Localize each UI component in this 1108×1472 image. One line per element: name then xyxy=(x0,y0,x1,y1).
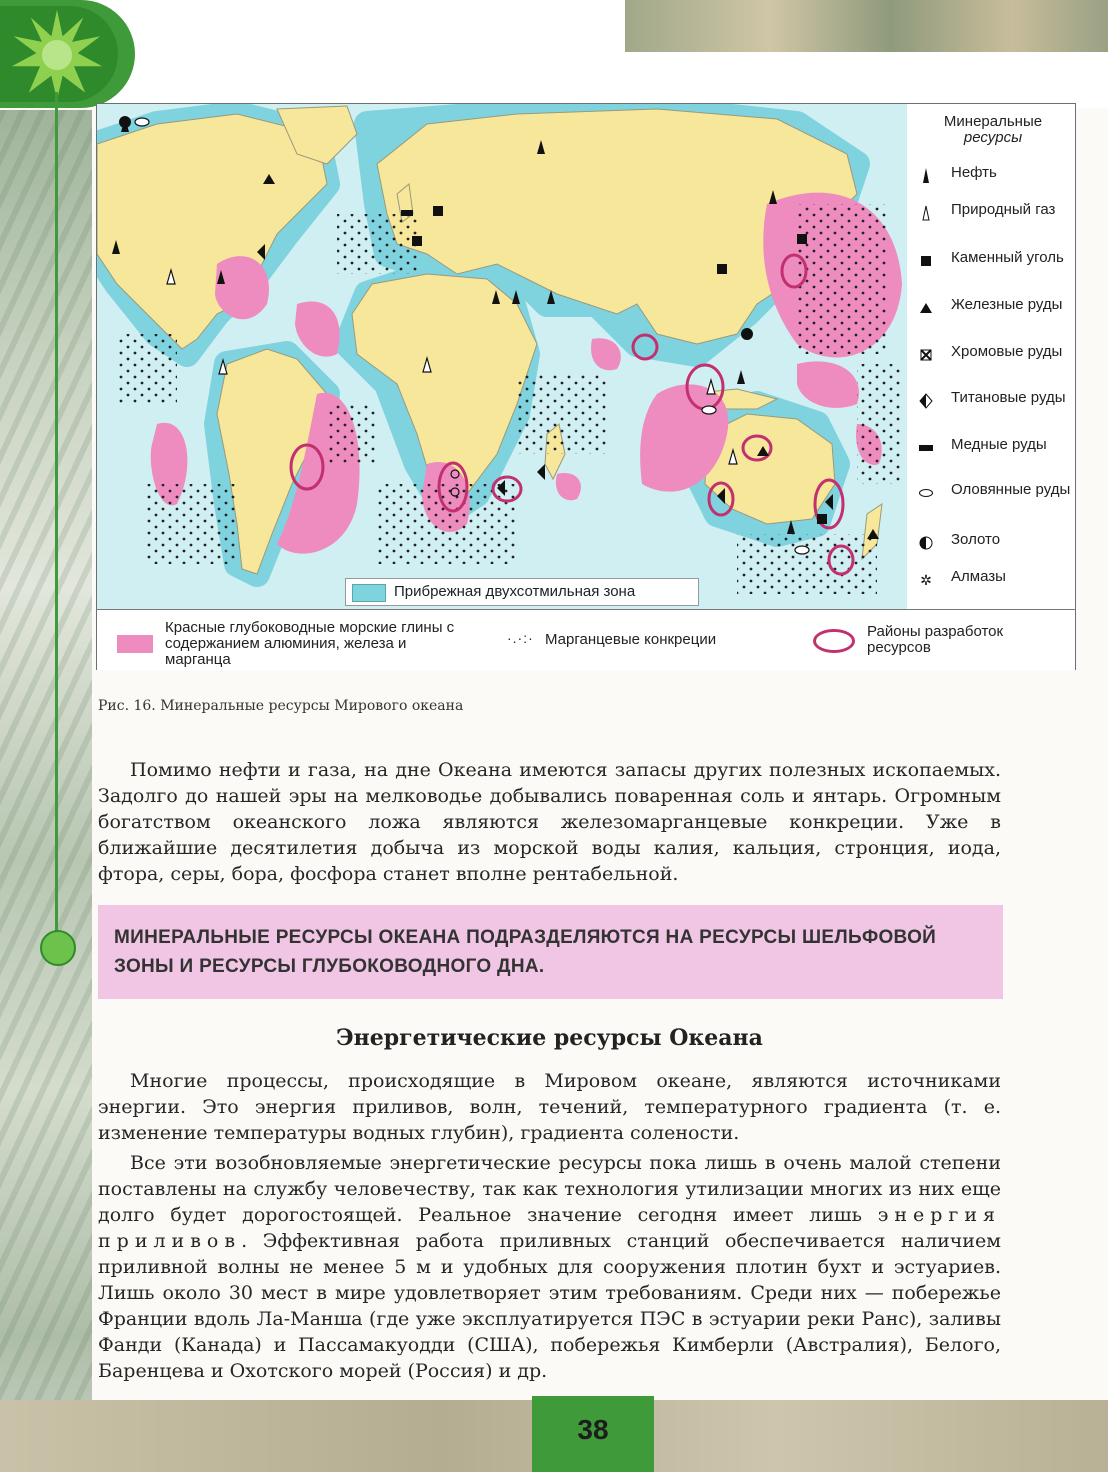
chrome-ore-icon xyxy=(917,346,935,364)
diamond-icon: ✲ xyxy=(920,571,932,588)
star-icon xyxy=(10,8,104,102)
legend-label: Природный газ xyxy=(951,201,1056,218)
legend-label: Хромовые руды xyxy=(951,343,1063,360)
key-statement-box xyxy=(98,905,1003,999)
oil-icon xyxy=(917,166,935,184)
page-number-box xyxy=(532,1396,654,1472)
ocean-resources-map xyxy=(96,103,1076,670)
legend-label: Алмазы xyxy=(951,568,1006,585)
clay-swatch xyxy=(117,635,153,653)
paragraph-3-text xyxy=(98,1150,1001,1384)
legend-label: Каменный уголь xyxy=(951,249,1064,266)
iron-ore-icon xyxy=(917,299,935,317)
clay-label: Красные глубоководные морские глины с содержанием алюминия, железа и марганца xyxy=(165,619,455,668)
legend-item-tin xyxy=(909,482,1075,522)
map-area xyxy=(97,104,907,609)
development-area-icon xyxy=(813,629,855,653)
development-label: Районы разработок ресурсов xyxy=(867,623,1004,656)
margin-bullet-icon xyxy=(40,930,76,966)
coastal-zone-swatch xyxy=(352,584,386,602)
header-green-tab xyxy=(0,0,135,108)
legend-item-iron xyxy=(909,297,1075,337)
coastal-zone-label: Прибрежная двухсотмильная зона xyxy=(394,583,636,600)
legend-item-coal xyxy=(909,250,1075,290)
legend-title xyxy=(923,114,1063,146)
margin-line xyxy=(55,108,58,946)
key-statement-text: МИНЕРАЛЬНЫЕ РЕСУРСЫ ОКЕАНА ПОДРАЗДЕЛЯЮТСЯ НА РЕСУРСЫ ШЕЛЬФОВОЙ ЗОНЫ И РЕСУРСЫ ГЛУБОКОВОДНОГО ДНА. xyxy=(114,927,937,977)
nodules-icon: ·.·:· xyxy=(507,630,534,646)
nodules-label: Марганцевые конкреции xyxy=(545,631,717,648)
titanium-ore-icon xyxy=(917,392,935,410)
legend-label: Титановые руды xyxy=(951,389,1066,406)
gold-icon xyxy=(917,534,935,552)
paragraph-2-text: Многие процессы, происходящие в Мировом океане, являются источниками энергии. Это энергия приливов, волн, течений, температурного градиента (т. е. изменение температуры водных глубин), градиента солености. xyxy=(98,1070,1001,1144)
coastal-zone-legend xyxy=(345,578,699,606)
paragraph-1 xyxy=(98,757,1001,887)
legend-item-chrome xyxy=(909,344,1075,384)
legend-title-line2: ресурсы xyxy=(963,129,1023,146)
left-decorative-photo xyxy=(0,110,92,1472)
legend-item-oil xyxy=(909,164,1075,204)
paragraph-3-part1: Все эти возобновляемые энергетические ресурсы пока лишь в очень малой степени поставлены на службу человечеству, так как технология утилизации многих из них еще долго будет дорогостоящей. Реальное значение сегодня имеет лишь xyxy=(98,1152,1001,1226)
legend-item-gas xyxy=(909,202,1075,242)
tin-ore-icon xyxy=(917,484,935,502)
paragraph-2 xyxy=(98,1068,1001,1146)
legend-label: Оловянные руды xyxy=(951,481,1071,498)
copper-ore-icon xyxy=(917,439,935,457)
page-number: 38 xyxy=(577,1414,609,1445)
paragraph-3-part2: . Эффективная работа приливных станций обеспечивается наличием приливной волны не менее 5 м и удобных для сооружения плотин бухт и эстуариев. Лишь около 30 мест в мире удовлетворяет этим требованиям. Среди них — побережье Франции вдоль Ла-Манша (где уже эксплуатируется ПЭС в эстуарии реки Ранс), заливы Фанди (Канада) и Пассамакуодди (США), побережья Кимберли (Австралия), Белого, Баренцева и Охотского морей (Россия) и др. xyxy=(98,1230,1001,1382)
legend-title-line1: Минеральные xyxy=(943,113,1043,130)
map-legend xyxy=(909,104,1075,609)
legend-item-copper xyxy=(909,437,1075,477)
map-bottom-legend xyxy=(97,609,1075,670)
legend-label: Железные руды xyxy=(951,296,1063,313)
coal-icon xyxy=(917,252,935,270)
legend-label: Золото xyxy=(951,531,1001,548)
figure-caption: Рис. 16. Минеральные ресурсы Мирового океана xyxy=(98,698,464,714)
legend-item-gold xyxy=(909,532,1075,572)
paragraph-3 xyxy=(98,1150,1001,1384)
header-photo xyxy=(625,0,1108,52)
legend-label: Нефть xyxy=(951,164,997,181)
paragraph-1-text: Помимо нефти и газа, на дне Океана имеются запасы других полезных ископаемых. Задолго до нашей эры на мелководье добывались поваренная соль и янтарь. Огромным богатством океанского ложа являются железомарганцевые конкреции. Уже в ближайшие десятилетия добыча из морской воды калия, кальция, стронция, иода, фтора, серы, бора, фосфора станет вполне рентабельной. xyxy=(98,759,1001,885)
paragraph-3-emphasis: энергия приливов xyxy=(98,1204,1002,1252)
legend-item-titanium xyxy=(909,390,1075,430)
legend-item-diamonds xyxy=(909,569,1075,609)
world-map-svg xyxy=(97,104,907,609)
gas-icon xyxy=(917,204,935,222)
section-heading: Энергетические ресурсы Океана xyxy=(336,1025,763,1051)
legend-label: Медные руды xyxy=(951,436,1047,453)
